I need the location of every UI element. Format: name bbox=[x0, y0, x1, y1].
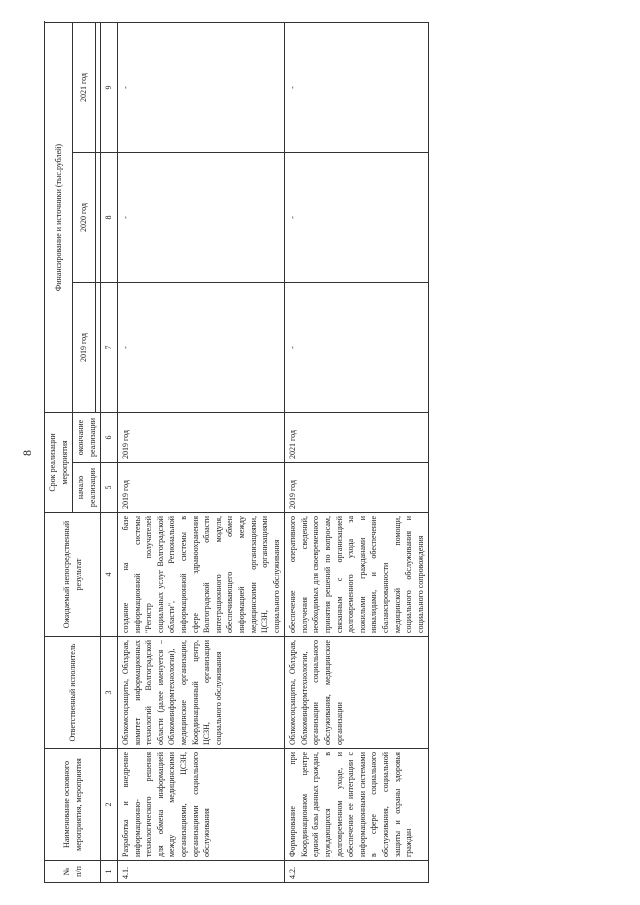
header-term: Срок реализации мероприятия bbox=[45, 412, 73, 512]
header-executor: Ответственный исполнитель bbox=[45, 636, 101, 748]
rotated-page bbox=[20, 13, 620, 893]
row-finance-2021: - bbox=[117, 22, 284, 152]
row-executor: Облкомсоцзащиты, Облздрав, комитет информационных технологий Волгоградской области (далее именуется – Облкоминформтехнологии), медицинские организации, Координационный центр, ЦСЗН, организации социального обслуживания bbox=[117, 636, 284, 748]
column-number: 4 bbox=[101, 512, 118, 636]
column-number: 6 bbox=[101, 412, 118, 462]
row-start: 2019 год bbox=[285, 462, 429, 512]
column-number: 2 bbox=[101, 748, 118, 860]
column-number: 7 bbox=[101, 282, 118, 412]
row-name: Формирование при Координационном центре единой базы данных граждан, нуждающихся в долговременном уходе, и обеспечение ее интеграции с информационными системами в сфере социального обслуживания, социальной защиты и охраны здоровья граждан bbox=[285, 748, 429, 860]
row-finance-2020: - bbox=[117, 152, 284, 282]
row-num: 4.2. bbox=[285, 860, 429, 882]
header-name: Наименование основного мероприятия, мероприятия bbox=[45, 748, 101, 860]
header-2019: 2019 год bbox=[73, 282, 96, 412]
header-row-1 bbox=[45, 22, 73, 882]
row-start: 2019 год bbox=[117, 462, 284, 512]
row-executor: Облкомсоцзащиты, Облздрав, Облкоминформтехнологии, организации социального обслуживания, медицинские организации bbox=[285, 636, 429, 748]
row-result: обеспечение оперативного получения сведений, необходимых для своевременного принятия решений по вопросам, связанным с организацией долговременного ухода за пожилыми гражданами и инвалидами, и обеспечение сбалансированности медицинской помощи, социального обслуживания и социального сопровождения bbox=[285, 512, 429, 636]
row-finance-2019: - bbox=[117, 282, 284, 412]
page-number: 8 bbox=[20, 449, 34, 456]
table-row bbox=[117, 22, 284, 882]
row-end: 2021 год bbox=[285, 412, 429, 462]
column-number: 1 bbox=[101, 860, 118, 882]
header-term-end: окончание реализации bbox=[73, 412, 101, 462]
header-term-start: начало реализации bbox=[73, 462, 101, 512]
column-number-row bbox=[101, 22, 118, 882]
header-result: Ожидаемый непосредственный результат bbox=[45, 512, 101, 636]
row-result: создание на базе информационной системы "Регистр получателей социальных услуг Волгоградской области", Региональной информационной системы в сфере здравоохранения Волгоградской области интеграционного модуля, обеспечивающего обмен информацией между медицинскими организациями, ЦСЗН, организациями социального обслуживания bbox=[117, 512, 284, 636]
row-finance-2019: - bbox=[285, 282, 429, 412]
measures-table bbox=[44, 21, 429, 882]
row-finance-2020: - bbox=[285, 152, 429, 282]
row-end: 2019 год bbox=[117, 412, 284, 462]
header-finance: Финансирование и источники (тыс.рублей) bbox=[45, 22, 73, 412]
row-num: 4.1. bbox=[117, 860, 284, 882]
row-name: Разработка и внедрение информационно-технологического решения для обмена информацией между медицинскими организациями, ЦСЗН, организациями социального обслуживания bbox=[117, 748, 284, 860]
column-number: 8 bbox=[101, 152, 118, 282]
column-number: 5 bbox=[101, 462, 118, 512]
header-2021: 2021 год bbox=[73, 22, 96, 152]
column-number: 3 bbox=[101, 636, 118, 748]
header-num: № п/п bbox=[45, 860, 101, 882]
table-row bbox=[285, 22, 429, 882]
column-number: 9 bbox=[101, 22, 118, 152]
header-2020: 2020 год bbox=[73, 152, 96, 282]
row-finance-2021: - bbox=[285, 22, 429, 152]
